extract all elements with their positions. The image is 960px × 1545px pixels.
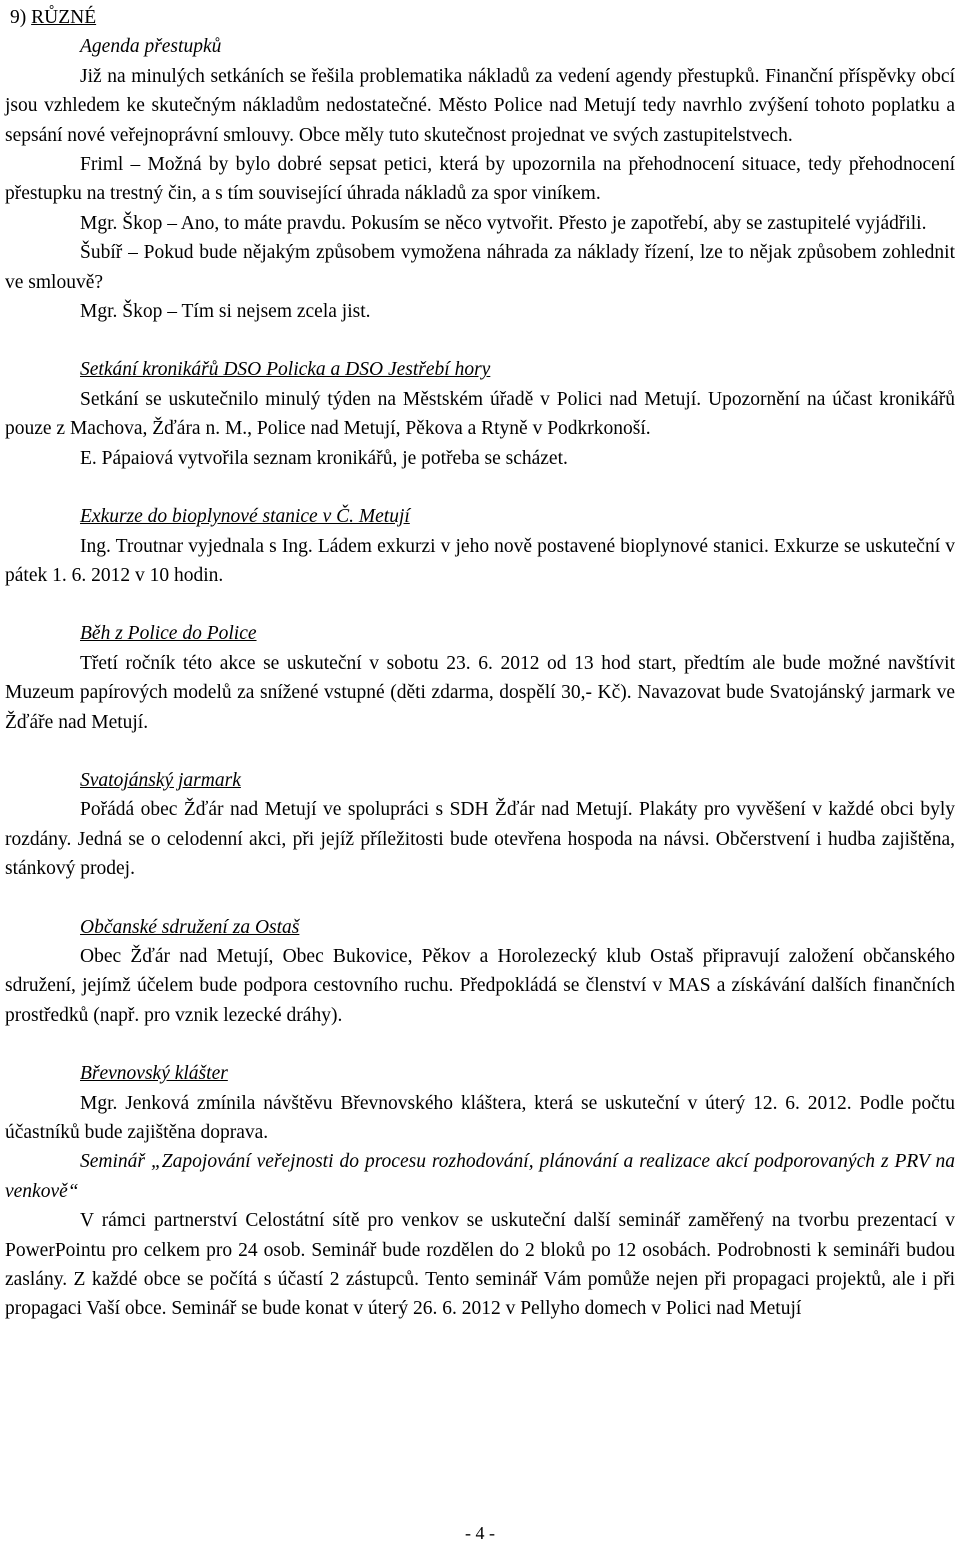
brevnov-paragraph: Mgr. Jenková zmínila návštěvu Břevnovského kláštera, která se uskuteční v úterý 12. 6. 2012. Podle počtu účastníků bude zajištěna doprava.: [5, 1092, 955, 1143]
jarmark-heading: Svatojánský jarmark: [80, 769, 241, 791]
agenda-heading: Agenda přestupků: [80, 36, 222, 58]
kronikari-paragraph: Setkání se uskutečnilo minulý týden na Městském úřadě v Polici nad Metují. Upozornění na účast kronikářů pouze z Machova, Žďára n. M., Police nad Metují, Pěkova a Rtyně v Podkrkonoší.: [5, 388, 955, 440]
section-title: RŮZNÉ: [31, 7, 97, 28]
beh-paragraph: Třetí ročník této akce se uskuteční v sobotu 23. 6. 2012 od 13 hod start, předtím ale bude možné navštívit Muzeum papírových modelů za snížené vstupné (děti zdarma, dospělí 30,- Kč). Navazovat bude Svatojánský jarmark ve Žďáře nad Metují.: [5, 652, 955, 733]
jarmark-paragraph: Pořádá obec Žďár nad Metují ve spolupráci s SDH Žďár nad Metují. Plakáty pro vyvěšení v každé obci byly rozdány. Jedná se o celodenní akci, při jejíž příležitosti bude otevřena hospoda na návsi. Občerstvení i hudba zajištěna, stánkový prodej.: [5, 799, 955, 880]
seminar-heading: Seminář „Zapojování veřejnosti do procesu rozhodování, plánování a realizace akcí podporovaných z PRV na venkově“: [5, 1151, 955, 1202]
kronikari-paragraph-2: E. Pápaiová vytvořila seznam kronikářů, je potřeba se scházet.: [80, 447, 568, 469]
page-number: - 4 -: [465, 1523, 495, 1543]
ostas-paragraph: Obec Žďár nad Metují, Obec Bukovice, Pěkov a Horolezecký klub Ostaš připravují založení občanského sdružení, jejímž účelem bude podpora cestovního ruchu. Předpokládá se členství v MAS a získávání dalších finančních prostředků (např. pro vznik lezecké dráhy).: [5, 945, 955, 1026]
document-page: [5, 3, 955, 1324]
agenda-friml-paragraph: Friml – Možná by bylo dobré sepsat petici, která by upozornila na přehodnocení situace, tedy přehodnocení přestupku na trestný čin, a s tím související úhrada nákladů za spor viníkem.: [5, 154, 955, 205]
kronikari-heading: Setkání kronikářů DSO Policka a DSO Jestřebí hory: [80, 359, 491, 381]
exkurze-heading: Exkurze do bioplynové stanice v Č. Metují: [80, 506, 410, 528]
agenda-skop-paragraph: Mgr. Škop – Ano, to máte pravdu. Pokusím se něco vytvořit. Přesto je zapotřebí, aby se zastupitelé vyjádřili.: [80, 212, 927, 234]
ostas-heading: Občanské sdružení za Ostaš: [80, 916, 300, 938]
beh-heading: Běh z Police do Police: [80, 623, 257, 645]
section-number: 9): [10, 7, 27, 28]
brevnov-heading: Břevnovský klášter: [80, 1063, 228, 1085]
agenda-paragraph: Již na minulých setkáních se řešila problematika nákladů za vedení agendy přestupků. Finanční příspěvky obcí jsou vzhledem ke skutečným nákladům nedostatečné. Město Police nad Metují tedy navrhlo zvýšení tohoto poplatku a sepsání nové veřejnoprávní smlouvy. Obce měly tuto skutečnost projednat ve svých zastupitelstvech.: [5, 65, 955, 146]
agenda-subir-paragraph: Šubíř – Pokud bude nějakým způsobem vymožena náhrada za náklady řízení, lze to nějak způsobem zohlednit ve smlouvě?: [5, 242, 955, 293]
seminar-paragraph: V rámci partnerství Celostátní sítě pro venkov se uskuteční další seminář zaměřený na tvorbu prezentací v PowerPointu pro celkem pro 24 osob. Seminář bude rozdělen do 2 bloků po 12 osobách. Podrobnosti k semináři budou zaslány. Z každé obce se počítá s účastí 2 zástupců. Tento seminář Vám pomůže nejen při propagaci projektů, ale i při propagaci Vaší obce. Seminář se bude konat v úterý 26. 6. 2012 v Pellyho domech v Polici nad Metují: [5, 1210, 955, 1320]
agenda-skop-answer: Mgr. Škop – Tím si nejsem zcela jist.: [80, 301, 371, 323]
section-heading: [10, 3, 955, 32]
exkurze-paragraph: Ing. Troutnar vyjednala s Ing. Ládem exkurzi v jeho nově postavené bioplynové stanici. Exkurze se uskuteční v pátek 1. 6. 2012 v 10 hodin.: [5, 535, 955, 586]
